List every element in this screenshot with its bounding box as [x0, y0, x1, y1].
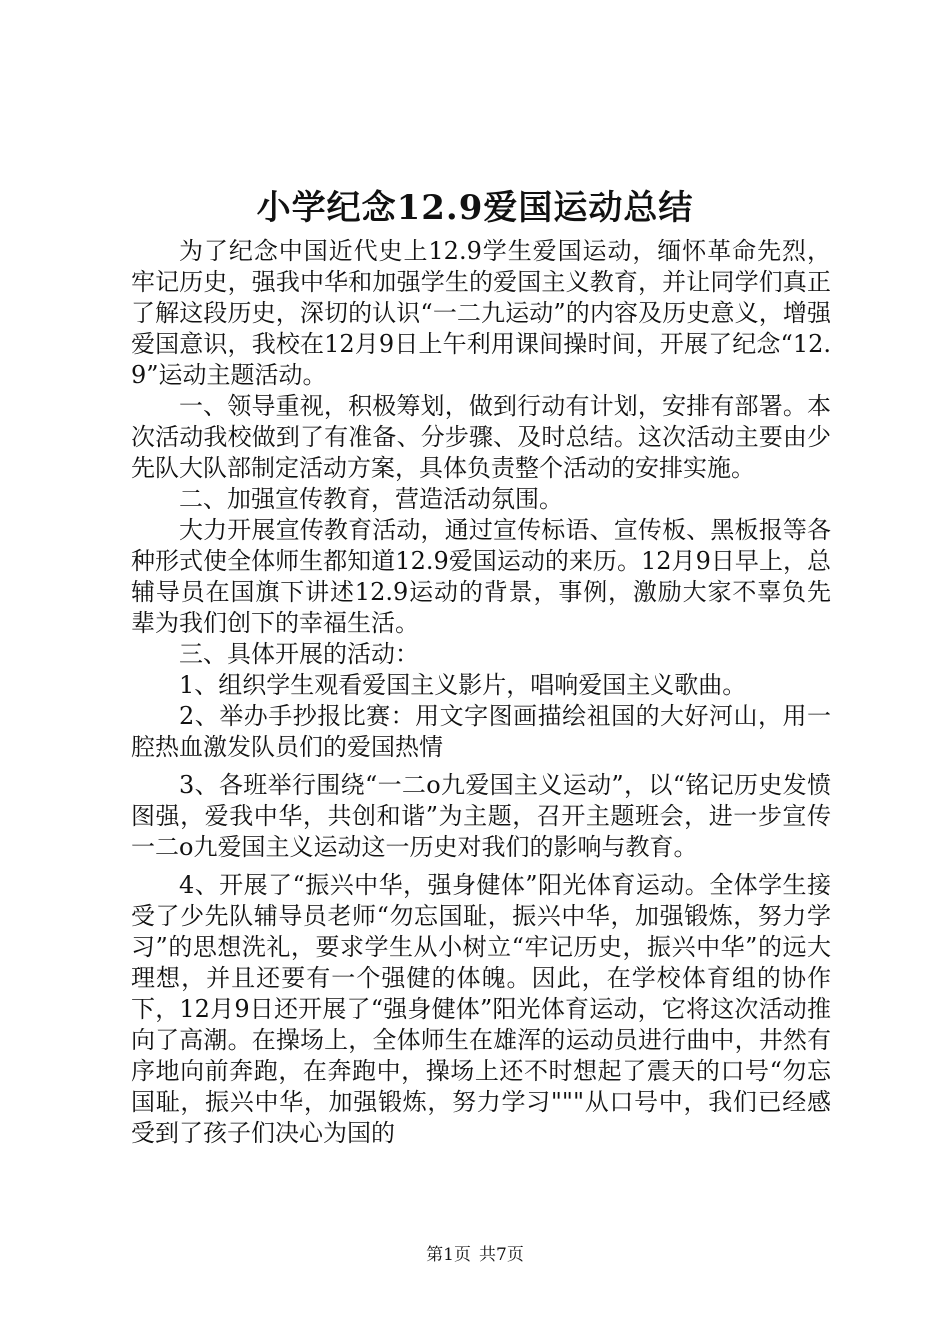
- paragraph-activity-four: 4、开展了“振兴中华，强身健体”阳光体育运动。全体学生接受了少先队辅导员老师“勿忘国耻，振兴中华，加强锻炼，努力学习”的思想洗礼，要求学生从小树立“牢记历史，振兴中华”的远大理想，并且还要有一个强健的体魄。因此，在学校体育组的协作下，12月9日还开展了“强身健体”阳光体育运动，它将这次活动推向了高潮。在操场上，全体师生在雄浑的运动员进行曲中，井然有序地向前奔跑，在奔跑中，操场上还不时想起了震天的口号“勿忘国耻，振兴中华，加强锻炼，努力学习"""从口号中，我们已经感受到了孩子们决心为国的: [131, 871, 831, 1147]
- paragraph-activity-two: 2、举办手抄报比赛：用文字图画描绘祖国的大好河山，用一腔热血激发队员们的爱国热情: [131, 702, 831, 761]
- paragraph-activity-three: 3、各班举行围绕“一二o九爱国主义运动”，以“铭记历史发愤图强，爱我中华，共创和谐”为主题，召开主题班会，进一步宣传一二o九爱国主义运动这一历史对我们的影响与教育。: [131, 771, 831, 861]
- document-title: 小学纪念12.9爱国运动总结: [256, 188, 694, 228]
- page-number: 第1页: [426, 1245, 471, 1265]
- paragraph-intro: 为了纪念中国近代史上12.9学生爱国运动，缅怀革命先烈，牢记历史，强我中华和加强学生的爱国主义教育，并让同学们真正了解这段历史，深切的认识“一二九运动”的内容及历史意义，增强爱国意识，我校在12月9日上午利用课间操时间，开展了纪念“12.9”运动主题活动。: [131, 237, 831, 389]
- paragraph-activity-one: 1、组织学生观看爱国主义影片，唱响爱国主义歌曲。: [179, 671, 747, 699]
- page-footer: [0, 1243, 950, 1267]
- paragraph-section-two-body: 大力开展宣传教育活动，通过宣传标语、宣传板、黑板报等各种形式使全体师生都知道12.9爱国运动的来历。12月9日早上，总辅导员在国旗下讲述12.9运动的背景，事例，激励大家不辜负先辈为我们创下的幸福生活。: [131, 516, 831, 637]
- document-body: [131, 236, 831, 1149]
- paragraph-section-one: 一、领导重视，积极筹划，做到行动有计划，安排有部署。本次活动我校做到了有准备、分步骤、及时总结。这次活动主要由少先队大队部制定活动方案，具体负责整个活动的安排实施。: [131, 392, 831, 482]
- paragraph-section-three-heading: 三、具体开展的活动：: [179, 640, 419, 668]
- page-total: 共7页: [479, 1245, 524, 1265]
- paragraph-section-two-heading: 二、加强宣传教育，营造活动氛围。: [179, 485, 563, 513]
